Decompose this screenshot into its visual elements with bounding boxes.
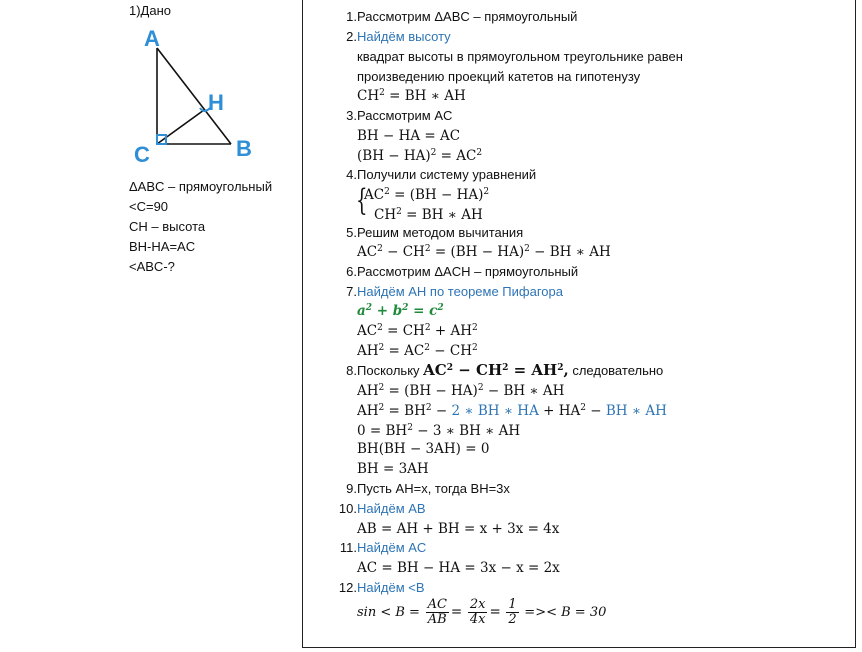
vertex-a-label: A (144, 26, 160, 51)
step-number: 6. (346, 264, 357, 279)
condition-line: ΔABC – прямоугольный (129, 179, 273, 194)
step-number: 2. (346, 29, 357, 44)
step-text: Поскольку $AC^2 - CH^2 = AH^2$, следовательно (357, 361, 664, 379)
system-brace: { (356, 183, 368, 218)
step-heading: Найдём AH по теореме Пифагора (357, 284, 563, 299)
height-ch (157, 110, 204, 144)
step-heading: Найдём <B (357, 580, 425, 595)
given-conditions (129, 177, 272, 277)
step-number: 7. (346, 284, 357, 299)
vertex-b-label: B (236, 136, 252, 161)
formula-line: $AC^2 - CH^2 = (BH - HA)^2$ − BH ∗ AH (357, 244, 611, 260)
formula-line: AC = BH − HA = 3x − x = 2x (357, 560, 560, 576)
fraction-2x-4x: $\frac{2x}{4x}$ (469, 597, 486, 627)
step-number: 12. (338, 580, 357, 595)
formula-line: $(BH - HA)^2 = AC^2$ (357, 148, 483, 164)
step-number: 4. (346, 167, 357, 182)
step-text: Рассмотрим ΔACH – прямоугольный (357, 264, 579, 279)
formula-line: $AH^2 = AC^2 - CH^2$ (357, 343, 478, 359)
condition-line: <C=90 (129, 199, 169, 214)
condition-line: BH-HA=AC (129, 239, 196, 254)
formula-line: BH(BH − 3AH) = 0 (357, 441, 490, 457)
step-number: 11. (339, 540, 357, 555)
formula-line: $0 = BH^2 - 3$ ∗ BH ∗ AH (357, 423, 521, 439)
formula-line: $AH^2 = BH^2 - 2$ ∗ BH ∗ HA + $HA^2$ − BH ∗ AH (357, 403, 667, 419)
formula-line: BH = 3AH (357, 461, 429, 477)
pythagoras-formula: $a^2 + b^2 = c^2$ (357, 303, 444, 319)
formula-line: $AH^2 = (BH - HA)^2$ − BH ∗ AH (357, 383, 565, 399)
triangle-figure (126, 22, 266, 172)
step-heading: Найдём AC (357, 540, 427, 555)
sine-formula: sin < B = $\frac{AC}{AB}$ = $\frac{2x}{4x}$ = $\frac{1}{2}$ =>< B = 30 (357, 597, 607, 627)
formula-line: BH − HA = AC (357, 128, 461, 144)
condition-line: <ABC-? (129, 259, 175, 274)
step-text: квадрат высоты в прямоугольном треугольнике равен (357, 49, 683, 64)
step-number: 5. (346, 225, 357, 240)
step-heading: Найдём высоту (357, 29, 451, 44)
fraction-1-2: $\frac{1}{2}$ (508, 597, 517, 627)
formula-line: $AC^2 = CH^2 + AH^2$ (357, 323, 478, 339)
formula-line: $CH^2$ = BH ∗ AH (374, 207, 483, 223)
formula-line: AB = AH + BH = x + 3x = 4x (357, 521, 560, 537)
step-number: 10. (338, 501, 357, 516)
step-number: 3. (346, 108, 357, 123)
vertex-c-label: C (134, 142, 150, 167)
step-text: Получили систему уравнений (357, 167, 537, 182)
step-heading: Найдём AB (357, 501, 426, 516)
step-number: 9. (346, 481, 357, 496)
step-text: Решим методом вычитания (357, 225, 524, 240)
fraction-ac-ab: $\frac{AC}{AB}$ (427, 597, 447, 627)
step-text: Пусть AH=x, тогда BH=3x (357, 481, 510, 496)
given-title: 1)Дано (129, 3, 172, 18)
vertex-h-label: H (208, 90, 224, 115)
step-text: Рассмотрим ΔABC – прямоугольный (357, 9, 578, 24)
formula-line: $AC^2 = (BH - HA)^2$ (364, 187, 490, 203)
given-block (129, 3, 299, 18)
step-number: 1. (346, 9, 357, 24)
formula-line: $CH^2$ = BH ∗ AH (357, 88, 466, 104)
step-number: 8. (346, 363, 357, 378)
condition-line: CH – высота (129, 219, 206, 234)
step-text: произведению проекций катетов на гипотенузу (357, 69, 641, 84)
step-text: Рассмотрим AC (357, 108, 453, 123)
